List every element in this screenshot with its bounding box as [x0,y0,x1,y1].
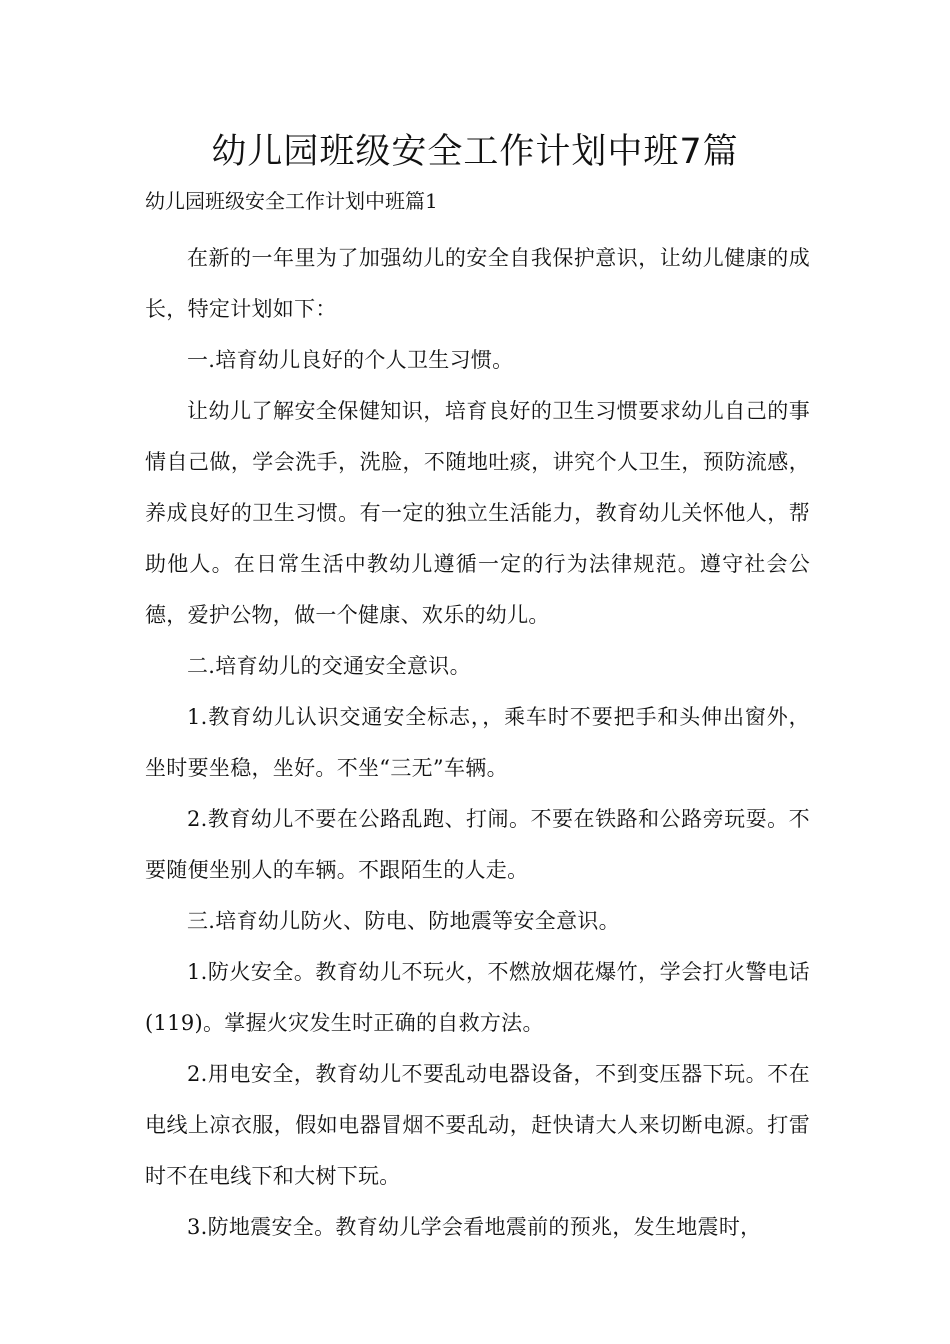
paragraph-fire-safety: 1.防火安全。教育幼儿不玩火，不燃放烟花爆竹，学会打火警电话(119)。掌握火灾发生时正确的自救方法。 [145,960,810,1035]
heading-hygiene: 一.培育幼儿良好的个人卫生习惯。 [187,348,514,372]
paragraph-traffic-2: 2.教育幼儿不要在公路乱跑、打闹。不要在铁路和公路旁玩耍。不要随便坐别人的车辆。不跟陌生的人走。 [145,807,810,882]
paragraph-intro: 在新的一年里为了加强幼儿的安全自我保护意识，让幼儿健康的成长，特定计划如下： [145,246,810,321]
document-body [145,233,810,1253]
document-title: 幼儿园班级安全工作计划中班7篇 [211,132,739,172]
paragraph-hygiene: 让幼儿了解安全保健知识，培育良好的卫生习惯要求幼儿自己的事情自己做，学会洗手，洗脸，不随地吐痰，讲究个人卫生，预防流感，养成良好的卫生习惯。有一定的独立生活能力，教育幼儿关怀他人，帮助他人。在日常生活中教幼儿遵循一定的行为法律规范。遵守社会公德，爱护公物，做一个健康、欢乐的幼儿。 [145,399,810,627]
paragraph-traffic-1: 1.教育幼儿认识交通安全标志，，乘车时不要把手和头伸出窗外，坐时要坐稳，坐好。不坐“三无”车辆。 [145,705,810,780]
paragraph-electric-safety: 2.用电安全，教育幼儿不要乱动电器设备，不到变压器下玩。不在电线上凉衣服，假如电器冒烟不要乱动，赶快请大人来切断电源。打雷时不在电线下和大树下玩。 [145,1062,810,1188]
paragraph-earthquake-safety: 3.防地震安全。教育幼儿学会看地震前的预兆，发生地震时， [187,1215,762,1239]
document-subtitle: 幼儿园班级安全工作计划中班篇1 [145,189,438,213]
heading-traffic: 二.培育幼儿的交通安全意识。 [187,654,471,678]
heading-fire-electric-earthquake: 三.培育幼儿防火、防电、防地震等安全意识。 [187,909,620,933]
